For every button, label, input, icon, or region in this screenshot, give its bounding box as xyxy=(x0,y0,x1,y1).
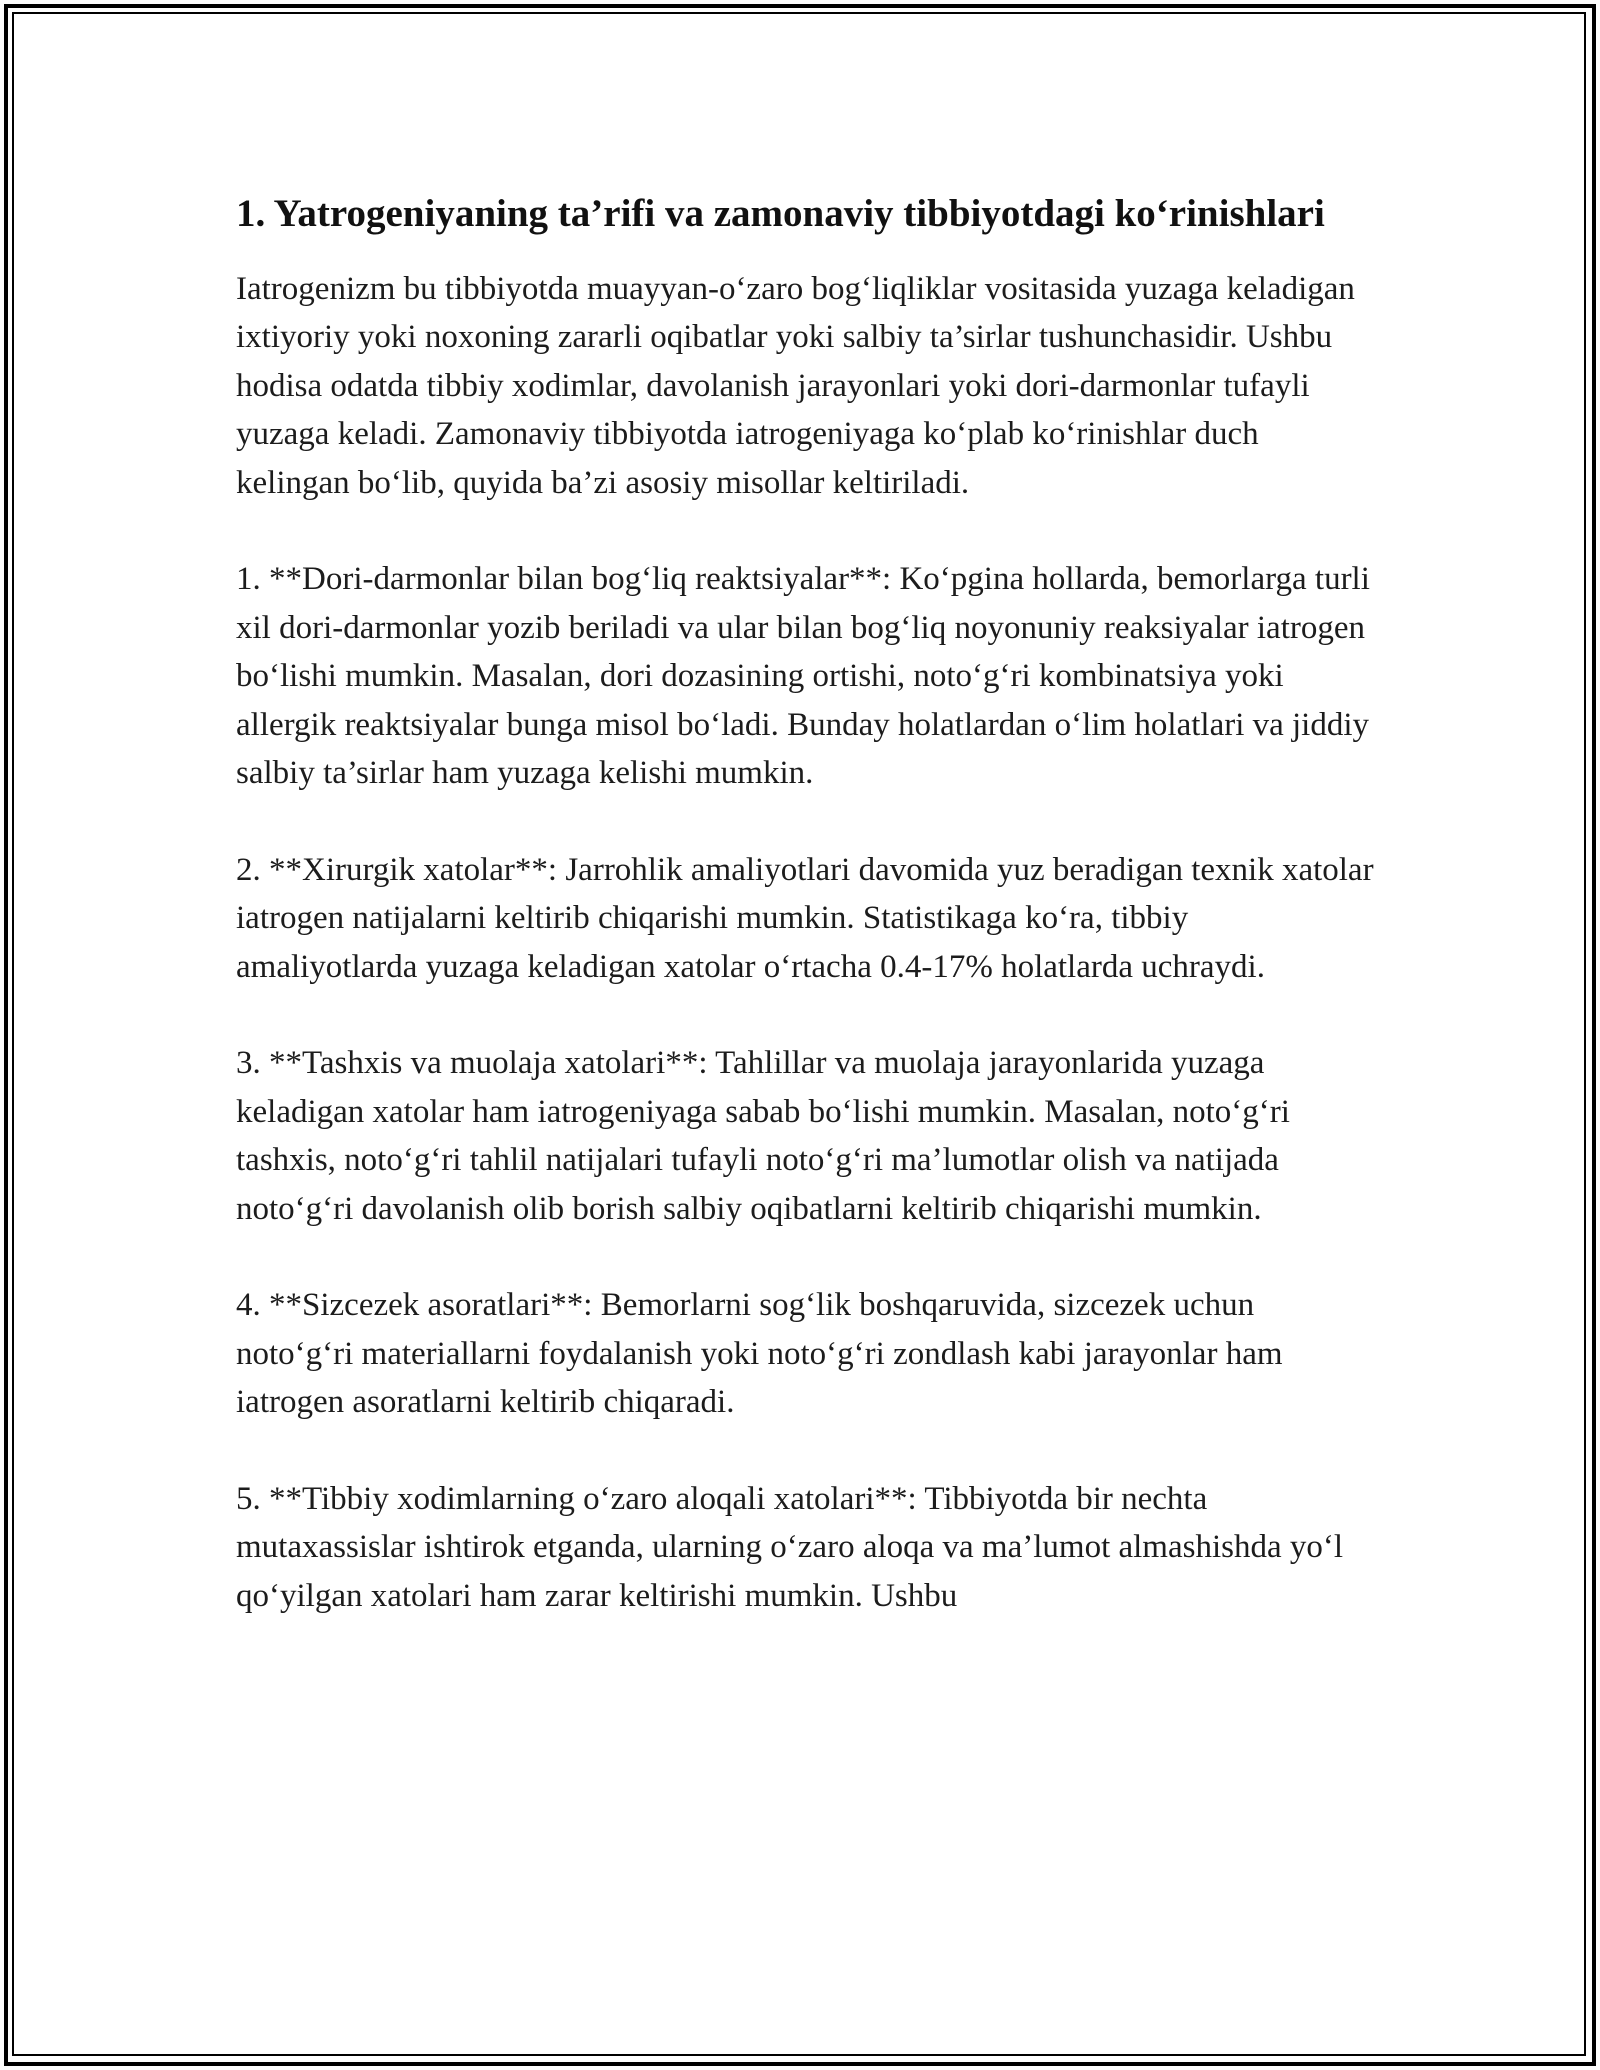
intro-paragraph: Iatrogenizm bu tibbiyotda muayyan-o‘zaro bog‘liqliklar vositasida yuzaga keladigan ixtiyoriy yoki noxoning zararli oqibatlar yoki salbiy ta’sirlar tushunchasidir. Ushbu hodisa odatda tibbiy xodimlar, davolanish jarayonlari yoki dori-darmonlar tufayli yuzaga keladi. Zamonaviy tibbiyotda iatrogeniyaga ko‘plab ko‘rinishlar duch kelingan bo‘lib, quyida ba’zi asosiy misollar keltiriladi. xyxy=(236,271,1355,501)
list-item-surgical-errors: 2. **Xirurgik xatolar**: Jarrohlik amaliyotlari davomida yuz beradigan texnik xatolar iatrogen natijalarni keltirib chiqarishi mumkin. Statistikaga ko‘ra, tibbiy amaliyotlarda yuzaga keladigan xatolar o‘rtacha 0.4-17% holatlarda uchraydi. xyxy=(236,851,1374,985)
document-body xyxy=(236,186,1376,1620)
section-heading: 1. Yatrogeniyaning ta’rifi va zamonaviy tibbiyotdagi ko‘rinishlari xyxy=(236,192,1325,235)
list-item-diagnosis-errors: 3. **Tashxis va muolaja xatolari**: Tahlillar va muolaja jarayonlarida yuzaga keladigan xatolar ham iatrogeniyaga sabab bo‘lishi mumkin. Masalan, noto‘g‘ri tashxis, noto‘g‘ri tahlil natijalari tufayli noto‘g‘ri ma’lumotlar olish va natijada noto‘g‘ri davolanish olib borish salbiy oqibatlarni keltirib chiqarishi mumkin. xyxy=(236,1045,1290,1227)
list-item-communication-errors: 5. **Tibbiy xodimlarning o‘zaro aloqali xatolari**: Tibbiyotda bir nechta mutaxassislar ishtirok etganda, ularning o‘zaro aloqa va ma’lumot almashishda yo‘l qo‘yilgan xatolari ham zarar keltirishi mumkin. Ushbu xyxy=(236,1481,1344,1614)
list-item-complications: 4. **Sizcezek asoratlari**: Bemorlarni sog‘lik boshqaruvida, sizcezek uchun noto‘g‘ri materiallarni foydalanish yoki noto‘g‘ri zondlash kabi jarayonlar ham iatrogen asoratlarni keltirib chiqaradi. xyxy=(236,1287,1283,1421)
list-item-drug-reactions: 1. **Dori-darmonlar bilan bog‘liq reaktsiyalar**: Ko‘pgina hollarda, bemorlarga turli xil dori-darmonlar yozib beriladi va ular bilan bog‘liq noyonuniy reaksiyalar iatrogen bo‘lishi mumkin. Masalan, dori dozasining ortishi, noto‘g‘ri kombinatsiya yoki allergik reaktsiyalar bunga misol bo‘ladi. Bunday holatlardan o‘lim holatlari va jiddiy salbiy ta’sirlar ham yuzaga kelishi mumkin. xyxy=(236,561,1370,792)
